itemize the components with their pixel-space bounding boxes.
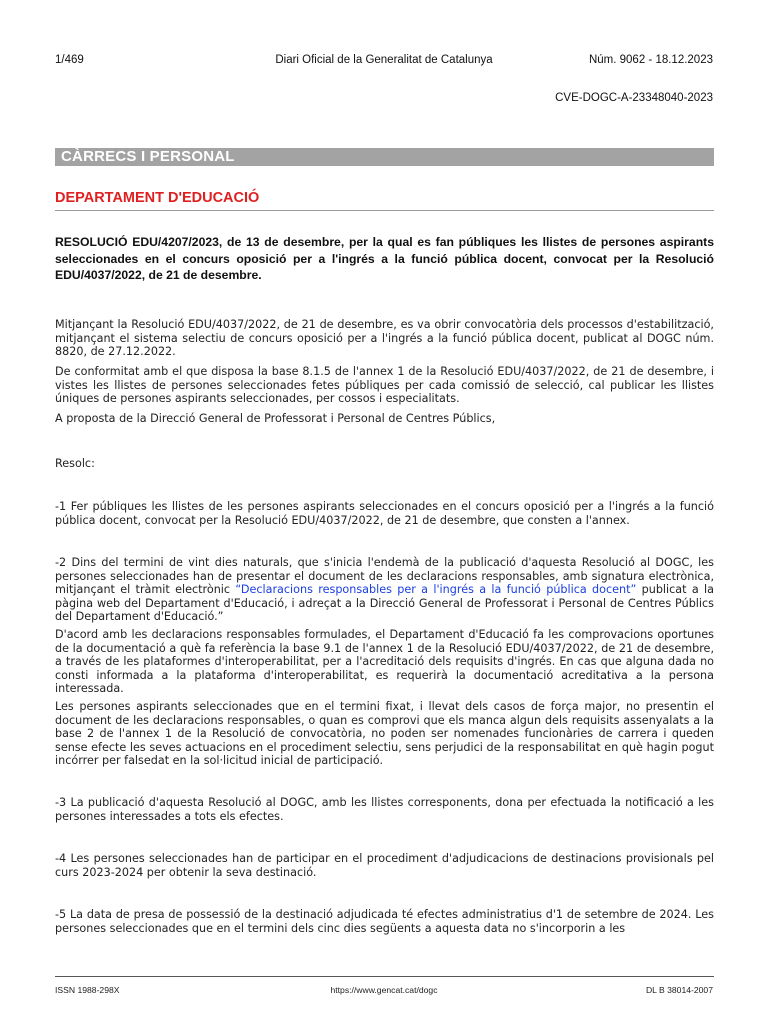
issue-number: Núm. 9062 - 18.12.2023 — [588, 54, 713, 66]
article-5: -5 La data de presa de possessió de la destinació adjudicada té efectes administratius d'1 de setembre de 2024. Les persones seleccionades que en el termini dels cinc dies següents a aquesta data no s'incorporin a les — [55, 908, 714, 935]
resolc-label: Resolc: — [55, 457, 95, 470]
article-1: -1 Fer públiques les llistes de les persones aspirants seleccionades en el concurs oposició per a l'ingrés a la funció pública docent, convocat per la Resolució EDU/4037/2022, de 21 de desembre, que consten a l'annex. — [55, 500, 714, 527]
paragraph-intro: Mitjançant la Resolució EDU/4037/2022, de 21 de desembre, es va obrir convocatòria dels processos d'estabilització, mitjançant el sistema selectiu de concurs oposició per a l'ingrés a la funció pública docent, publicat al DOGC núm. 8820, de 27.12.2022. — [55, 318, 714, 359]
article-2 — [55, 556, 714, 624]
cve-code: CVE-DOGC-A-23348040-2023 — [555, 92, 713, 104]
article-3: -3 La publicació d'aquesta Resolució al DOGC, amb les llistes corresponents, dona per efectuada la notificació a les persones interessades a tots els efectes. — [55, 796, 714, 823]
footer-divider — [55, 976, 714, 977]
paragraph-proposta: A proposta de la Direcció General de Professorat i Personal de Centres Públics, — [55, 412, 496, 425]
paragraph-conformitat: De conformitat amb el que disposa la base 8.1.5 de l'annex 1 de la Resolució EDU/4037/2022, de 21 de desembre, i vistes les llistes de persones seleccionades fetes públiques per cada comissió de selecció, cal publicar les llistes úniques de persones aspirants seleccionades, per cossos i especialitats. — [55, 365, 714, 406]
section-heading: CÀRRECS I PERSONAL — [55, 148, 714, 166]
paragraph-persones: Les persones aspirants seleccionades que en el termini fixat, i llevat dels casos de força major, no presentin el document de les declaracions responsables, o quan es comprovi que els manca algun dels requisits assenyalats a la base 2 de l'annex 1 de la Resolució de convocatòria, no poden ser nomenades funcionàries de carrera i queden sense efecte les seves actuacions en el procediment selectiu, sens perjudici de la responsabilitat en què hagin pogut incórrer per falsedat en la sol·licitud inicial de participació. — [55, 700, 714, 768]
declaracions-link[interactable]: “Declaracions responsables per a l'ingrés a la funció pública docent” — [235, 583, 637, 597]
journal-title: Diari Oficial de la Generalitat de Catalunya — [275, 54, 493, 66]
paragraph-acord: D'acord amb les declaracions responsables formulades, el Departament d'Educació fa les comprovacions oportunes de la documentació a què fa referència la base 9.1 de l'annex 1 de la Resolució EDU/4037/2022, de 21 de desembre, a través de les plataformes d'interoperabilitat, per a l'acreditació dels requisits d'ingrés. En cas que alguna dada no consti informada a la plataforma d'interoperabilitat, es requerirà la documentació acreditativa a la persona interessada. — [55, 628, 714, 696]
footer-url[interactable]: https://www.gencat.cat/dogc — [330, 985, 438, 995]
footer-dl: DL B 38014-2007 — [645, 985, 713, 995]
page-number: 1/469 — [55, 54, 84, 66]
article-2-text-start: -2 Dins del termini de vint dies naturals, que s'inicia l'endemà de la publicació d'aquesta Resolució al DOGC, les persones seleccionades han de presentar el document de les declaracions responsables, amb signatura electrònica, mitjançant el tràmit electrònic — [55, 556, 714, 597]
department-heading: DEPARTAMENT D'EDUCACIÓ — [55, 190, 260, 206]
article-4: -4 Les persones seleccionades han de participar en el procediment d'adjudicacions de destinacions provisionals pel curs 2023-2024 per obtenir la seva destinació. — [55, 852, 714, 879]
department-divider — [55, 210, 714, 211]
article-2-text-end: publicat a la pàgina web del Departament d'Educació, i adreçat a la Direcció General de Professorat i Personal de Centres Públics del Departament d'Educació.” — [55, 583, 714, 624]
footer-issn: ISSN 1988-298X — [55, 985, 120, 995]
resolution-title: RESOLUCIÓ EDU/4207/2023, de 13 de desembre, per la qual es fan públiques les llistes de persones aspirants seleccionades en el concurs oposició per a l'ingrés a la funció pública docent, convocat per la Resolució EDU/4037/2022, de 21 de desembre. — [55, 235, 714, 282]
